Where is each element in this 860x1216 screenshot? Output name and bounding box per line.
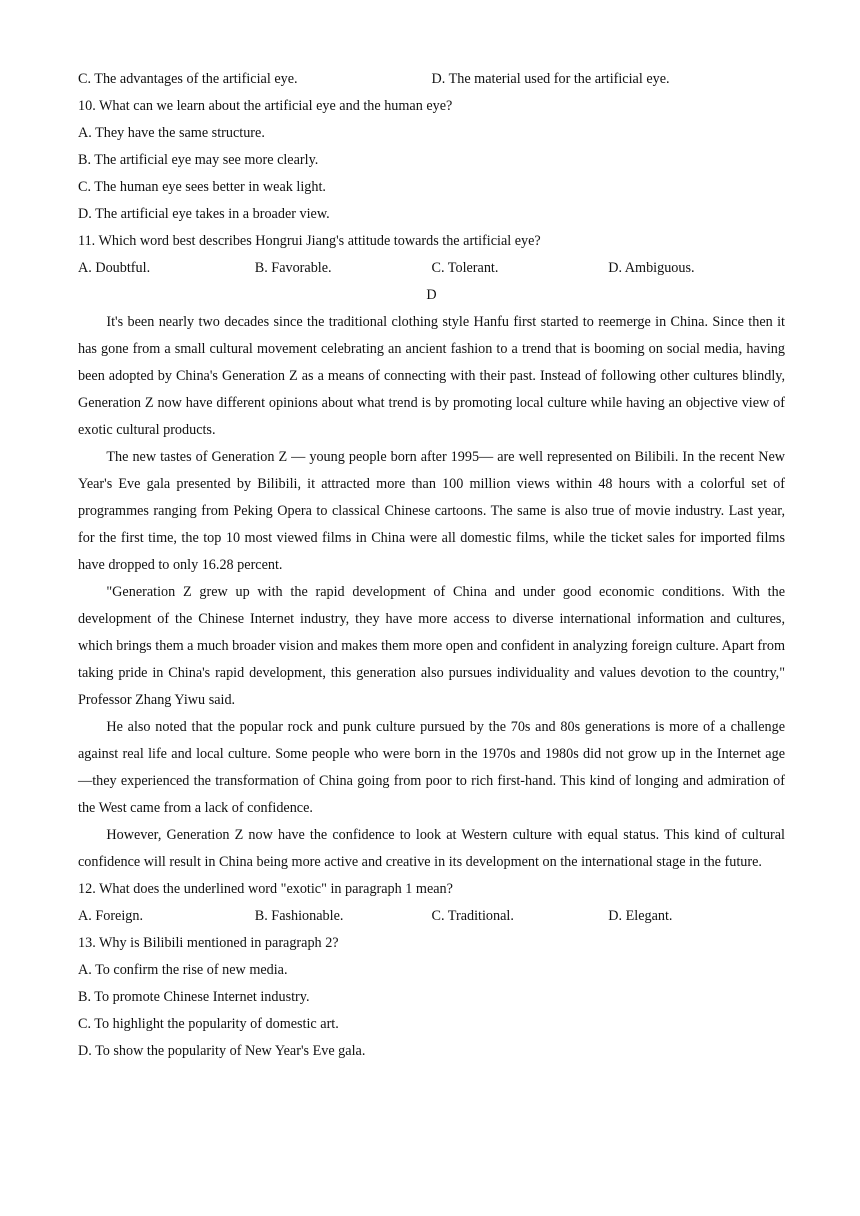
question-11-options	[78, 255, 785, 282]
exam-page	[78, 66, 785, 1065]
p1-text-before: It's been nearly two decades since the traditional clothing style Hanfu first started to reemerge in China. Since then it has gone from a small cultural movement celebrating an ancient fashion to a trend that is booming on social media, having been adopted by China's Generation Z as a means of connecting with their past. Instead of following other cultures blindly, Generation Z now have different opinions about what trend is by promoting local culture while having an objective view of	[78, 314, 785, 411]
q13-option-d: D. To show the popularity of New Year's Eve gala.	[78, 1043, 366, 1059]
q11-option-c: C. Tolerant.	[431, 260, 499, 276]
question-12-options	[78, 903, 785, 930]
q13-option-b: B. To promote Chinese Internet industry.	[78, 989, 310, 1005]
question-9-options	[78, 66, 785, 93]
passage-label: D	[426, 287, 437, 303]
passage-paragraph-3: "Generation Z grew up with the rapid development of China and under good economic conditions. With the development of the Chinese Internet industry, they have more access to diverse international information and cultures, which brings them a much broader vision and makes them more open and confident in analyzing foreign culture. Apart from taking pride in China's rapid development, this generation also pursues individuality and values devotion to the country," Professor Zhang Yiwu said.	[78, 584, 785, 708]
p1-text-after: cultural products.	[112, 422, 216, 438]
q11-option-a: A. Doubtful.	[78, 260, 151, 276]
q9-option-c: C. The advantages of the artificial eye.	[78, 71, 298, 87]
passage-paragraph-4: He also noted that the popular rock and punk culture pursued by the 70s and 80s generations is more of a challenge against real life and local culture. Some people who were born in the 1970s and 1980s did not grow up in the Internet age —they experienced the transformation of China going from poor to rich first-hand. This kind of longing and admiration of the West came from a lack of confidence.	[78, 719, 785, 816]
question-12-stem: 12. What does the underlined word "exotic" in paragraph 1 mean?	[78, 881, 453, 897]
passage-paragraph-5: However, Generation Z now have the confidence to look at Western culture with equal status. This kind of cultural confidence will result in China being more active and creative in its development on the international stage in the future.	[78, 827, 785, 870]
q11-option-d: D. Ambiguous.	[608, 260, 695, 276]
question-13-stem: 13. Why is Bilibili mentioned in paragraph 2?	[78, 935, 339, 951]
q12-option-a: A. Foreign.	[78, 908, 144, 924]
q10-option-b: B. The artificial eye may see more clearly.	[78, 152, 319, 168]
q12-option-b: B. Fashionable.	[254, 908, 344, 924]
q10-option-a: A. They have the same structure.	[78, 125, 265, 141]
question-10-stem: 10. What can we learn about the artificial eye and the human eye?	[78, 98, 453, 114]
q9-option-d: D. The material used for the artificial eye.	[431, 71, 670, 87]
underlined-word-exotic: exotic	[78, 422, 113, 438]
question-11-stem: 11. Which word best describes Hongrui Jiang's attitude towards the artificial eye?	[78, 233, 541, 249]
q13-option-a: A. To confirm the rise of new media.	[78, 962, 288, 978]
q10-option-d: D. The artificial eye takes in a broader view.	[78, 206, 330, 222]
passage-paragraph-1	[78, 309, 785, 444]
q12-option-c: C. Traditional.	[431, 908, 514, 924]
passage-paragraph-2: The new tastes of Generation Z — young people born after 1995— are well represented on Bilibili. In the recent New Year's Eve gala presented by Bilibili, it attracted more than 100 million views within 48 hours with a colorful set of programmes ranging from Peking Opera to classical Chinese cartoons. The same is also true of movie industry. Last year, for the first time, the top 10 most viewed films in China were all domestic films, while the ticket sales for imported films have dropped to only 16.28 percent.	[78, 449, 785, 573]
q13-option-c: C. To highlight the popularity of domestic art.	[78, 1016, 339, 1032]
q11-option-b: B. Favorable.	[254, 260, 332, 276]
q12-option-d: D. Elegant.	[608, 908, 673, 924]
q10-option-c: C. The human eye sees better in weak light.	[78, 179, 326, 195]
